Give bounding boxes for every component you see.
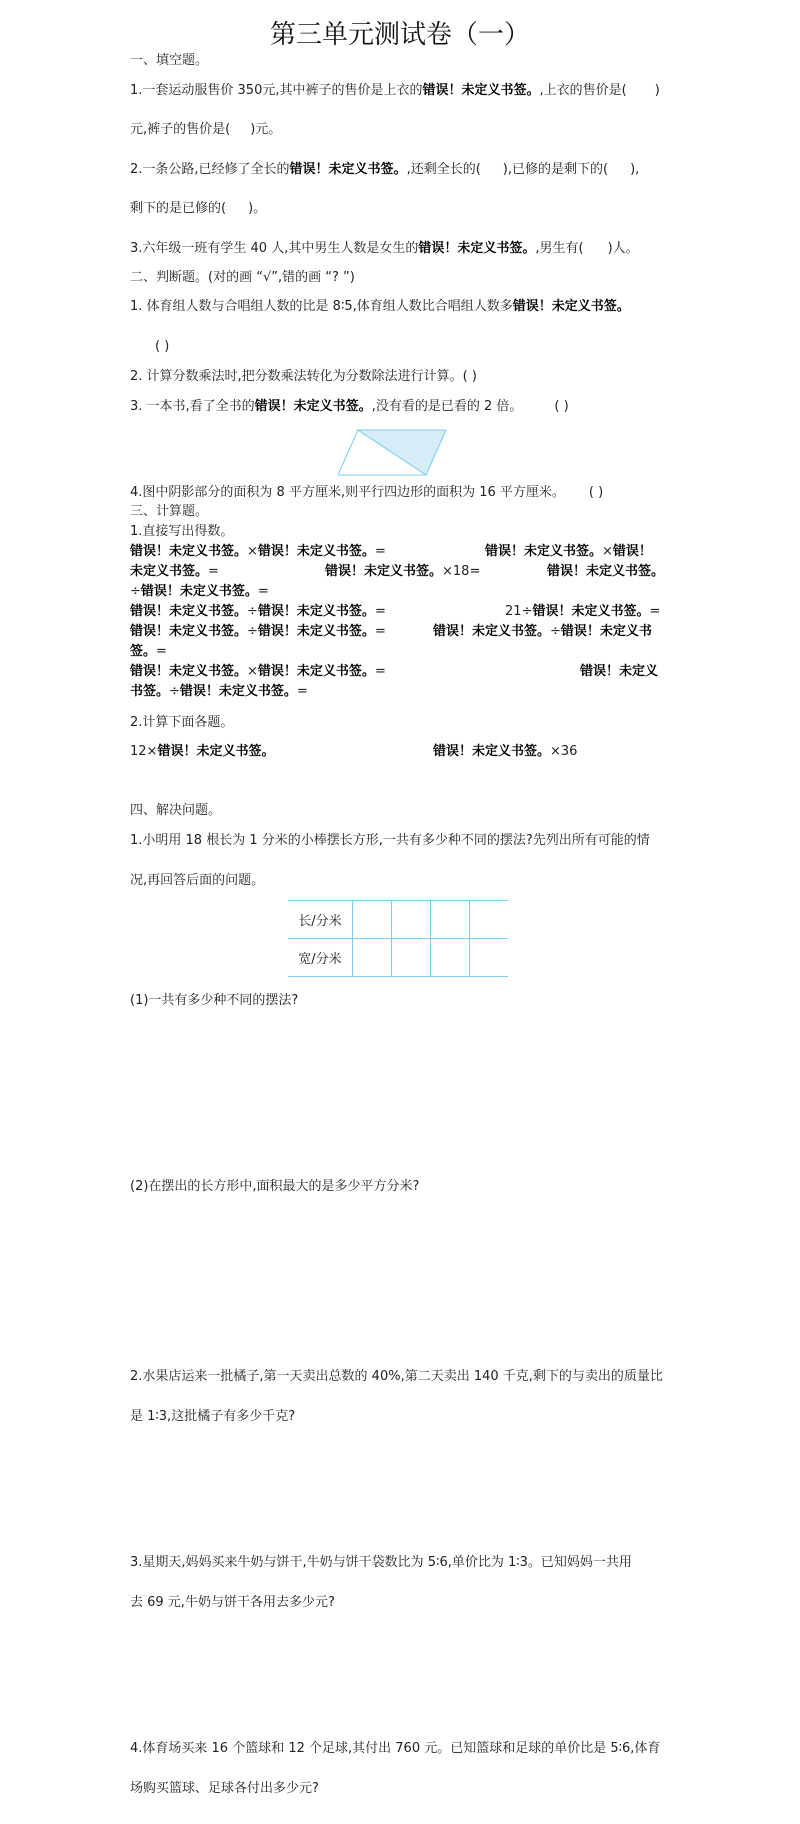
calc-problem-2: 错误！未定义书签。×36 (433, 744, 578, 759)
table-cell[interactable] (470, 939, 509, 977)
row-label-width: 宽/分米 (288, 939, 353, 977)
table-cell[interactable] (353, 901, 392, 939)
fill-q2-line2: 剩下的是已修的( )。 (130, 201, 267, 216)
calc-line-1b: 错误！未定义书签。×错误！ (485, 544, 652, 559)
table-row (288, 939, 508, 977)
judge-q2: 2. 计算分数乘法时,把分数乘法转化为分数除法进行计算。( ) (130, 369, 477, 384)
calc-line-8: 书签。÷错误！未定义书签。= (130, 684, 308, 699)
fill-q1-line2: 元,裤子的售价是( )元。 (130, 122, 282, 137)
judge-q1: 1. 体育组人数与合唱组人数的比是 8∶5,体育组人数比合唱组人数多错误！未定义书签。 (130, 299, 630, 314)
calc-line-7a: 错误！未定义书签。×错误！未定义书签。= (130, 664, 386, 679)
judge-q4: 4.图中阴影部分的面积为 8 平方厘米,则平行四边形的面积为 16 平方厘米。 ( ) (130, 485, 604, 500)
length-width-table (288, 900, 508, 977)
table-cell[interactable] (470, 901, 509, 939)
calc-line-2c: 错误！未定义书签。 (547, 564, 665, 579)
fill-q2-line1: 2.一条公路,已经修了全长的错误！未定义书签。,还剩全长的( ),已修的是剩下的( ), (130, 162, 640, 177)
calc-line-6: 签。= (130, 644, 167, 659)
word-q1-part1: (1)一共有多少种不同的摆法? (130, 993, 299, 1008)
parallelogram-figure (338, 428, 448, 478)
judge-q3: 3. 一本书,看了全书的错误！未定义书签。,没有看的是已看的 2 倍。 ( ) (130, 399, 569, 414)
calc-sub1-heading: 1.直接写出得数。 (130, 524, 234, 539)
calc-problem-1: 12×错误！未定义书签。 (130, 744, 275, 759)
fill-q1-line1: 1.一套运动服售价 350元,其中裤子的售价是上衣的错误！未定义书签。,上衣的售价是( ) (130, 83, 660, 98)
calc-line-1a: 错误！未定义书签。×错误！未定义书签。= (130, 544, 386, 559)
word-q3-line2: 去 69 元,牛奶与饼干各用去多少元? (130, 1595, 335, 1610)
section-1-heading: 一、填空题。 (130, 53, 209, 68)
table-cell[interactable] (353, 939, 392, 977)
calc-line-2b: 错误！未定义书签。×18= (325, 564, 481, 579)
word-q2-line1: 2.水果店运来一批橘子,第一天卖出总数的 40%,第二天卖出 140 千克,剩下的与卖出的质量比 (130, 1369, 663, 1384)
calc-line-7b: 错误！未定义 (580, 664, 659, 679)
judge-q1-answer: ( ) (155, 339, 170, 354)
section-4-heading: 四、解决问题。 (130, 803, 222, 818)
calc-line-2a: 未定义书签。= (130, 564, 219, 579)
section-2-heading: 二、判断题。(对的画 “√”,错的画 “? ”) (130, 270, 355, 285)
word-q1-line2: 况,再回答后面的问题。 (130, 873, 265, 888)
calc-line-4b: 21÷错误！未定义书签。= (505, 604, 661, 619)
word-q4-line2: 场购买篮球、足球各付出多少元? (130, 1781, 319, 1796)
table-cell[interactable] (392, 901, 431, 939)
fill-q3: 3.六年级一班有学生 40 人,其中男生人数是女生的错误！未定义书签。,男生有( )人。 (130, 241, 639, 256)
row-label-length: 长/分米 (288, 901, 353, 939)
section-3-heading: 三、计算题。 (130, 504, 209, 519)
word-q3-line1: 3.星期天,妈妈买来牛奶与饼干,牛奶与饼干袋数比为 5∶6,单价比为 1∶3。已知妈妈一共用 (130, 1555, 632, 1570)
word-q2-line2: 是 1∶3,这批橘子有多少千克? (130, 1409, 296, 1424)
page-title: 第三单元测试卷（一） (269, 20, 530, 50)
table-cell[interactable] (431, 939, 470, 977)
calc-sub2-heading: 2.计算下面各题。 (130, 715, 234, 730)
calc-line-5b: 错误！未定义书签。÷错误！未定义书 (433, 624, 652, 639)
calc-line-4a: 错误！未定义书签。÷错误！未定义书签。= (130, 604, 386, 619)
table-cell[interactable] (392, 939, 431, 977)
calc-line-5a: 错误！未定义书签。÷错误！未定义书签。= (130, 624, 386, 639)
word-q1-part2: (2)在摆出的长方形中,面积最大的是多少平方分米? (130, 1179, 420, 1194)
word-q4-line1: 4.体育场买来 16 个篮球和 12 个足球,其付出 760 元。已知篮球和足球的单价比是 5∶6,体育 (130, 1741, 661, 1756)
table-cell[interactable] (431, 901, 470, 939)
calc-line-3: ÷错误！未定义书签。= (130, 584, 269, 599)
word-q1-line1: 1.小明用 18 根长为 1 分米的小棒摆长方形,一共有多少种不同的摆法?先列出所有可能的情 (130, 833, 650, 848)
table-row (288, 901, 508, 939)
